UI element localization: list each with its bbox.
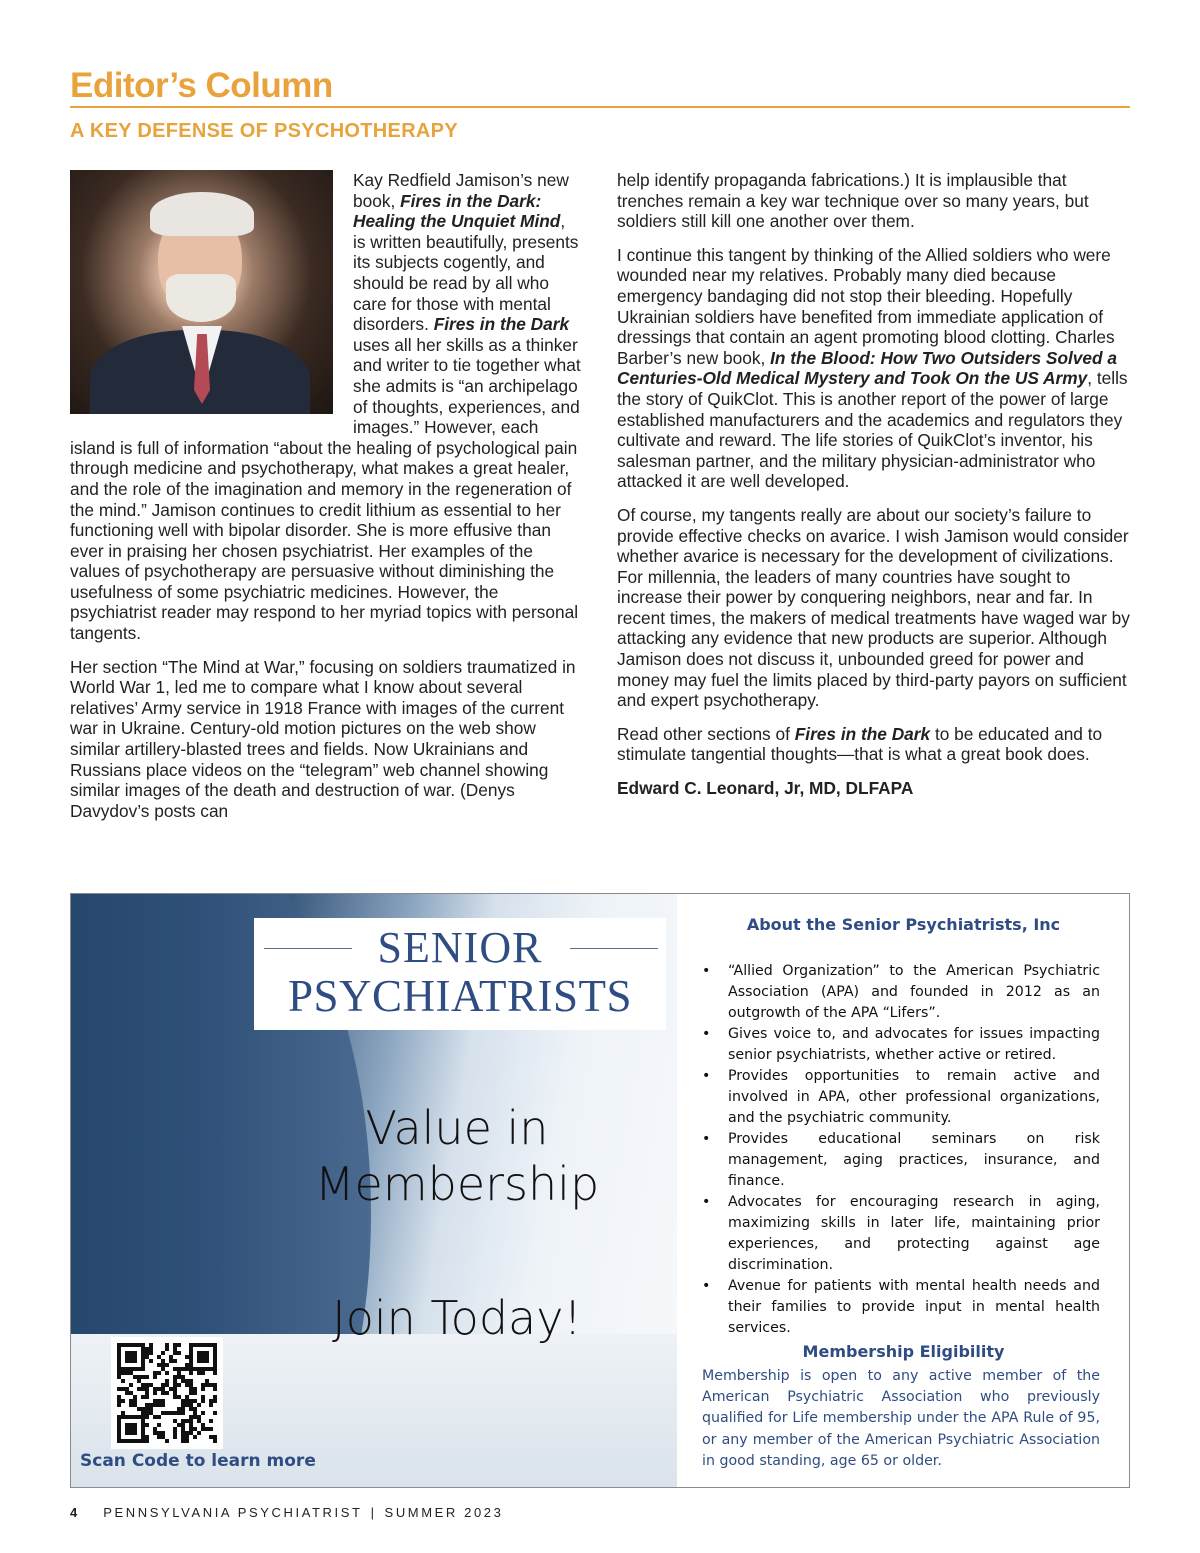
- qr-module: [161, 1351, 165, 1355]
- qr-module: [213, 1371, 217, 1375]
- qr-module: [201, 1411, 205, 1415]
- join-today-text: Join Today!: [332, 1291, 582, 1345]
- qr-module: [201, 1387, 205, 1391]
- value-in-membership-text: Value in Membership: [314, 1101, 600, 1211]
- qr-module: [149, 1351, 153, 1355]
- qr-module: [157, 1423, 161, 1427]
- qr-module: [149, 1359, 153, 1363]
- qr-module: [213, 1399, 217, 1403]
- qr-module: [129, 1383, 133, 1387]
- list-item: • Provides educational seminars on risk management, aging practices, insurance, and finance.: [702, 1131, 1100, 1189]
- author-signature: Edward C. Leonard, Jr, MD, DLFAPA: [617, 778, 914, 799]
- qr-module: [197, 1403, 201, 1407]
- list-item: • “Allied Organization” to the American Psychiatric Association (APA) and founded in 2012 as an outgrowth of the APA “Lifers”.: [702, 963, 1100, 1021]
- qr-module: [145, 1423, 149, 1427]
- article-paragraph: Kay Redfield Jamison’s new book, Fires in the Dark: Healing the Unquiet Mind, is written beautifully, presents its subjects cogently, and should be read by all who care for those with mental disorders. Fires in the Dark uses all her skills as a thinker and writer to tie together what she admits is “an archipelago of thoughts, experiences, and images.” However, each island is full of information “about the healing of psychological pain through medicine and psychotherapy, what makes a great healer, and the role of the imagination and memory in the regeneration of the mind.” Jamison continues to credit lithium as essential to her functioning well with bipolar disorder. She is more effusive than ever in praising her chosen psychiatrist. Her examples of the values of psychotherapy are persuasive without diminishing the usefulness of some psychiatric medicines. However, the psychiatrist reader may respond to her myriad topics with personal tangents.: [70, 170, 581, 644]
- membership-ad[interactable]: [70, 893, 1130, 1488]
- scan-code-caption: Scan Code to learn more: [80, 1451, 316, 1471]
- issue-label: SUMMER 2023: [384, 1505, 504, 1520]
- qr-module: [173, 1435, 177, 1439]
- qr-module: [145, 1395, 149, 1399]
- title-rule: [70, 106, 1130, 108]
- ad-visual-panel: [71, 894, 677, 1487]
- qr-module: [141, 1367, 145, 1371]
- qr-module: [177, 1383, 181, 1387]
- book-title: Fires in the Dark: Healing the Unquiet Mind: [353, 190, 561, 232]
- page-title: Editor’s Column: [70, 66, 333, 105]
- qr-module: [165, 1363, 169, 1367]
- article-column-right: [617, 170, 1130, 812]
- qr-module: [181, 1411, 185, 1415]
- article-paragraph: I continue this tangent by thinking of the Allied soldiers who were wounded near my relatives. Probably many died because emergency bandaging did not stop their bleeding. Hopefully Ukrainian soldiers have benefited from immediate application of dressings that contain an agent promoting blood clotting. Charles Barber’s new book, In the Blood: How Two Outsiders Solved a Centuries-Old Medical Mystery and Took On the US Army, tells the story of QuikClot. This is another report of the power of large established manufacturers and the academics and regulators they cultivate and reward. The life stories of QuikClot’s inventor, his salesman partner, and the military physician-administrator who attacked it are well developed.: [617, 244, 1128, 492]
- qr-module: [121, 1399, 125, 1403]
- book-title: Fires in the Dark: [433, 314, 570, 335]
- qr-module: [145, 1375, 149, 1379]
- qr-module: [201, 1371, 205, 1375]
- article-column-left: [70, 170, 582, 834]
- eligibility-heading: Membership Eligibility: [802, 1342, 1005, 1361]
- ad-info-panel: [678, 894, 1129, 1487]
- qr-module: [197, 1431, 201, 1435]
- senior-psychiatrists-logo: SENIOR PSYCHIATRISTS: [254, 918, 666, 1030]
- qr-module: [193, 1391, 197, 1395]
- qr-module: [209, 1419, 213, 1423]
- qr-module: [117, 1403, 121, 1407]
- list-item: • Gives voice to, and advocates for issues impacting senior psychiatrists, whether active or retired.: [702, 1026, 1100, 1063]
- article-paragraph: Of course, my tangents really are about our society’s failure to provide effective checks on avarice. I wish Jamison would consider whether avarice is necessary for the development of civilizations. For millennia, the leaders of many countries have sought to increase their power by conquering neighbors, near and far. In recent times, the makers of medical treatments have waged war by attacking any evidence that new products are superior. Although Jamison does not discuss it, unbounded greed for power and money may fuel the limits placed by third-party payors on sufficient and expert psychotherapy.: [617, 504, 1130, 711]
- qr-module: [193, 1435, 197, 1439]
- article-subtitle: A KEY DEFENSE OF PSYCHOTHERAPY: [70, 120, 458, 142]
- qr-module: [209, 1403, 213, 1407]
- qr-module: [133, 1359, 137, 1363]
- qr-module: [165, 1439, 169, 1443]
- qr-module: [189, 1371, 193, 1375]
- qr-module: [205, 1359, 209, 1363]
- publication-name: PENNSYLVANIA PSYCHIATRIST: [103, 1505, 363, 1520]
- qr-module: [213, 1411, 217, 1415]
- about-bullet-list: [702, 961, 1100, 1339]
- qr-module: [213, 1387, 217, 1391]
- qr-module: [133, 1431, 137, 1435]
- qr-module: [201, 1399, 205, 1403]
- qr-module: [145, 1439, 149, 1443]
- list-item: • Advocates for encouraging research in aging, maximizing skills in later life, maintaining prior experiences, and protecting against age discrimination.: [702, 1194, 1100, 1273]
- qr-module: [161, 1403, 165, 1407]
- qr-module: [185, 1439, 189, 1443]
- qr-module: [153, 1375, 157, 1379]
- list-item: • Provides opportunities to remain active and involved in APA, other professional organizations, and the psychiatric community.: [702, 1068, 1100, 1126]
- page-footer: 4 PENNSYLVANIA PSYCHIATRIST | SUMMER 2023: [70, 1505, 504, 1520]
- qr-module: [165, 1347, 169, 1351]
- page-number: 4: [70, 1505, 78, 1520]
- list-item: • Avenue for patients with mental health needs and their families to provide input in mental health services.: [702, 1278, 1100, 1336]
- qr-module: [145, 1415, 149, 1419]
- eligibility-text: Membership is open to any active member of the American Psychiatric Association who previously qualified for Life membership under the APA Rule of 95, or any member of the American Psychiatric Association in good standing, age 65 or older.: [702, 1368, 1100, 1469]
- article-paragraph: Read other sections of Fires in the Dark to be educated and to stimulate tangential thoughts—that is what a great book does.: [617, 723, 1103, 765]
- qr-module: [177, 1343, 181, 1347]
- about-heading: About the Senior Psychiatrists, Inc: [746, 915, 1061, 934]
- author-photo: [70, 170, 333, 414]
- qr-module: [157, 1371, 161, 1375]
- article-paragraph: help identify propaganda fabrications.) It is implausible that trenches remain a key war technique over so many years, but soldiers still kill one another over them.: [617, 170, 1089, 232]
- book-title: In the Blood: How Two Outsiders Solved a Centuries-Old Medical Mystery and Took On the US Army: [617, 347, 1117, 389]
- qr-module: [213, 1439, 217, 1443]
- qr-module: [173, 1359, 177, 1363]
- book-title: Fires in the Dark: [794, 723, 931, 744]
- qr-module: [209, 1427, 213, 1431]
- article-paragraph: Her section “The Mind at War,” focusing on soldiers traumatized in World War 1, led me to compare what I know about several relatives’ Army service in 1918 France with images of the current war in Ukraine. Century-old motion pictures on the web show similar artillery-blasted trees and fields. Now Ukrainians and Russians place videos on the “telegram” web channel showing similar images of the death and destruction of war. (Denys Davydov’s posts can: [70, 656, 576, 821]
- qr-module: [165, 1391, 169, 1395]
- qr-module: [153, 1391, 157, 1395]
- qr-module: [157, 1415, 161, 1419]
- qr-module: [121, 1379, 125, 1383]
- qr-module: [177, 1351, 181, 1355]
- qr-module: [165, 1371, 169, 1375]
- qr-code[interactable]: [111, 1337, 223, 1449]
